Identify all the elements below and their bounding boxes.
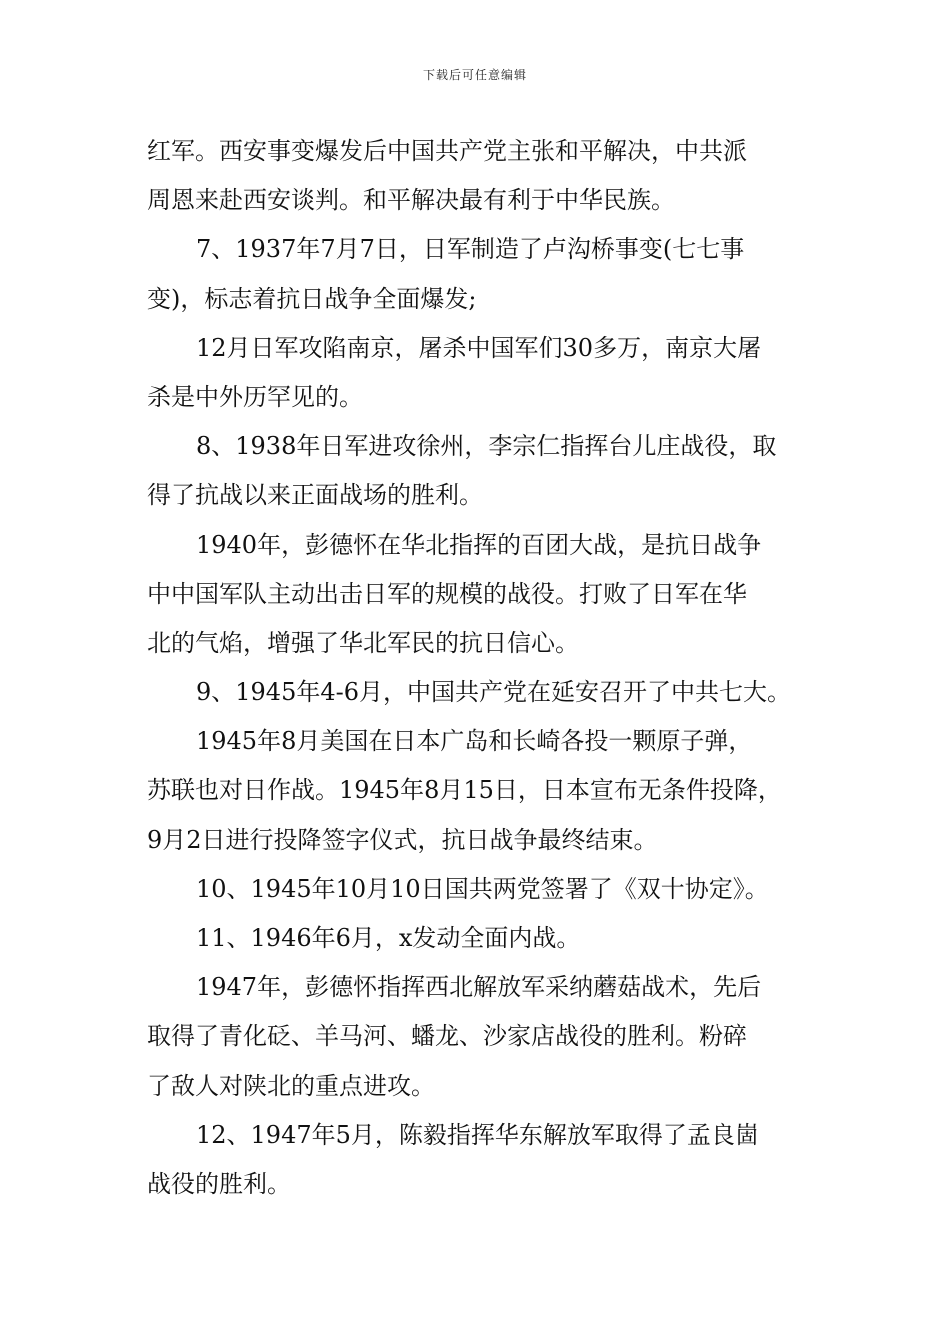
- text-line: 杀是中外历罕见的。: [147, 382, 363, 411]
- text-line: 红军。西安事变爆发后中国共产党主张和平解决，中共派: [147, 137, 747, 165]
- text-line: 11、1946年6月，x发动全面内战。: [196, 924, 581, 952]
- text-line: 苏联也对日作战。1945年8月15日，日本宣布无条件投降，: [147, 776, 782, 805]
- text-line: 8、1938年日军进攻徐州，李宗仁指挥台儿庄战役，取: [196, 432, 777, 461]
- text-line: 北的气焰，增强了华北军民的抗日信心。: [147, 628, 579, 657]
- text-line: 中中国军队主动出击日军的规模的战役。打败了日军在华: [147, 579, 747, 608]
- text-line: 9、1945年4-6月，中国共产党在延安召开了中共七大。: [196, 678, 791, 707]
- text-line: 1947年，彭德怀指挥西北解放军采纳蘑菇战术，先后: [196, 973, 762, 1002]
- text-line: 1940年，彭德怀在华北指挥的百团大战，是抗日战争: [196, 530, 762, 559]
- text-line: 战役的胜利。: [147, 1169, 291, 1198]
- page-header: 下载后可任意编辑: [422, 68, 527, 82]
- text-line: 12、1947年5月，陈毅指挥华东解放军取得了孟良崮: [196, 1120, 759, 1149]
- text-line: 周恩来赴西安谈判。和平解决最有利于中华民族。: [147, 186, 675, 215]
- text-line: 了敌人对陕北的重点进攻。: [147, 1071, 435, 1100]
- text-line: 得了抗战以来正面战场的胜利。: [147, 481, 483, 510]
- text-line: 变)，标志着抗日战争全面爆发;: [147, 284, 477, 313]
- text-line: 12月日军攻陷南京，屠杀中国军们30多万，南京大屠: [196, 333, 762, 362]
- text-line: 9月2日进行投降签字仪式，抗日战争最终结束。: [147, 825, 658, 854]
- document-body: [147, 127, 815, 1209]
- text-line: 取得了青化砭、羊马河、蟠龙、沙家店战役的胜利。粉碎: [147, 1022, 747, 1051]
- text-line: 10、1945年10月10日国共两党签署了《双十协定》。: [196, 874, 769, 903]
- text-line: 7、1937年7月7日，日军制造了卢沟桥事变(七七事: [196, 235, 745, 264]
- text-line: 1945年8月美国在日本广岛和长崎各投一颗原子弹，: [196, 727, 753, 756]
